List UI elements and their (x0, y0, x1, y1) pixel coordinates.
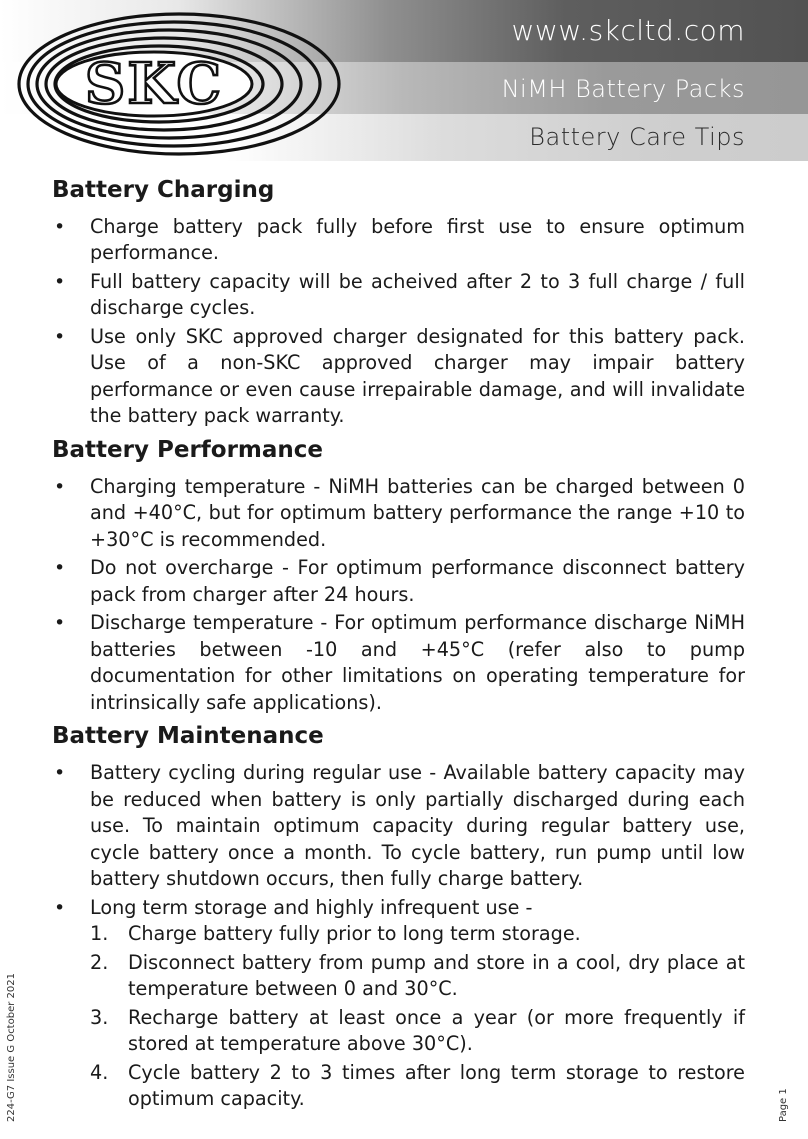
step-text: Disconnect battery from pump and store in a cool, dry place at temperature between 0 and 30°C. (128, 950, 745, 1001)
charging-list (52, 214, 745, 430)
page-subtitle: Battery Care Tips (529, 123, 745, 151)
step-item (90, 921, 745, 948)
step-item (90, 1060, 745, 1113)
section-title-maintenance: Battery Maintenance (52, 723, 324, 750)
page-number: Page 1 (778, 1088, 789, 1122)
logo-text: SKC (84, 51, 224, 117)
document-code: 224-G7 Issue G October 2021 (6, 973, 17, 1122)
step-number: 2. (90, 950, 109, 974)
list-item: • Charging temperature - NiMH batteries can be charged between 0 and +40°C, but for optimum battery performance the range +10 to +30°C is recommended. (52, 474, 745, 554)
step-item (90, 950, 745, 1003)
section-title-charging: Battery Charging (52, 177, 275, 203)
list-item: • Charge battery pack fully before first use to ensure optimum performance. (52, 214, 745, 267)
storage-steps-list (52, 921, 745, 1113)
list-item: • Use only SKC approved charger designated for this battery pack. Use of a non-SKC approved charger may impair battery performance or even cause irrepairable damage, and will invalidate the battery pack warranty. (52, 324, 745, 430)
step-text: Recharge battery at least once a year (or more frequently if stored at temperature above 30°C). (128, 1005, 745, 1056)
performance-list (52, 474, 745, 717)
list-item: • Do not overcharge - For optimum performance disconnect battery pack from charger after 24 hours. (52, 555, 745, 608)
maintenance-list (52, 760, 745, 921)
list-item: • Battery cycling during regular use - Available battery capacity may be reduced when battery is only partially discharged during each use. To maintain optimum capacity during regular battery use, cycle battery once a month. To cycle battery, run pump until low battery shutdown occurs, then fully charge battery. (52, 760, 745, 893)
website-url[interactable]: www.skcltd.com (511, 14, 745, 47)
step-text: Cycle battery 2 to 3 times after long term storage to restore optimum capacity. (128, 1060, 745, 1111)
section-title-performance: Battery Performance (52, 436, 324, 463)
step-number: 4. (90, 1060, 109, 1084)
step-text: Charge battery fully prior to long term storage. (128, 922, 581, 946)
step-number: 3. (90, 1005, 109, 1029)
list-item-text: Long term storage and highly infrequent use - (90, 895, 533, 919)
document-body (52, 176, 745, 1115)
list-item: • Full battery capacity will be acheived after 2 to 3 full charge / full discharge cycles. (52, 269, 745, 322)
step-number: 1. (90, 922, 109, 946)
product-title: NiMH Battery Packs (501, 75, 745, 103)
skc-logo (14, 8, 349, 158)
list-item (52, 895, 745, 922)
list-item: • Discharge temperature - For optimum performance discharge NiMH batteries between -10 and +45°C (refer also to pump documentation for other limitations on operating temperature for intrinsically safe applications). (52, 610, 745, 716)
step-item (90, 1005, 745, 1058)
